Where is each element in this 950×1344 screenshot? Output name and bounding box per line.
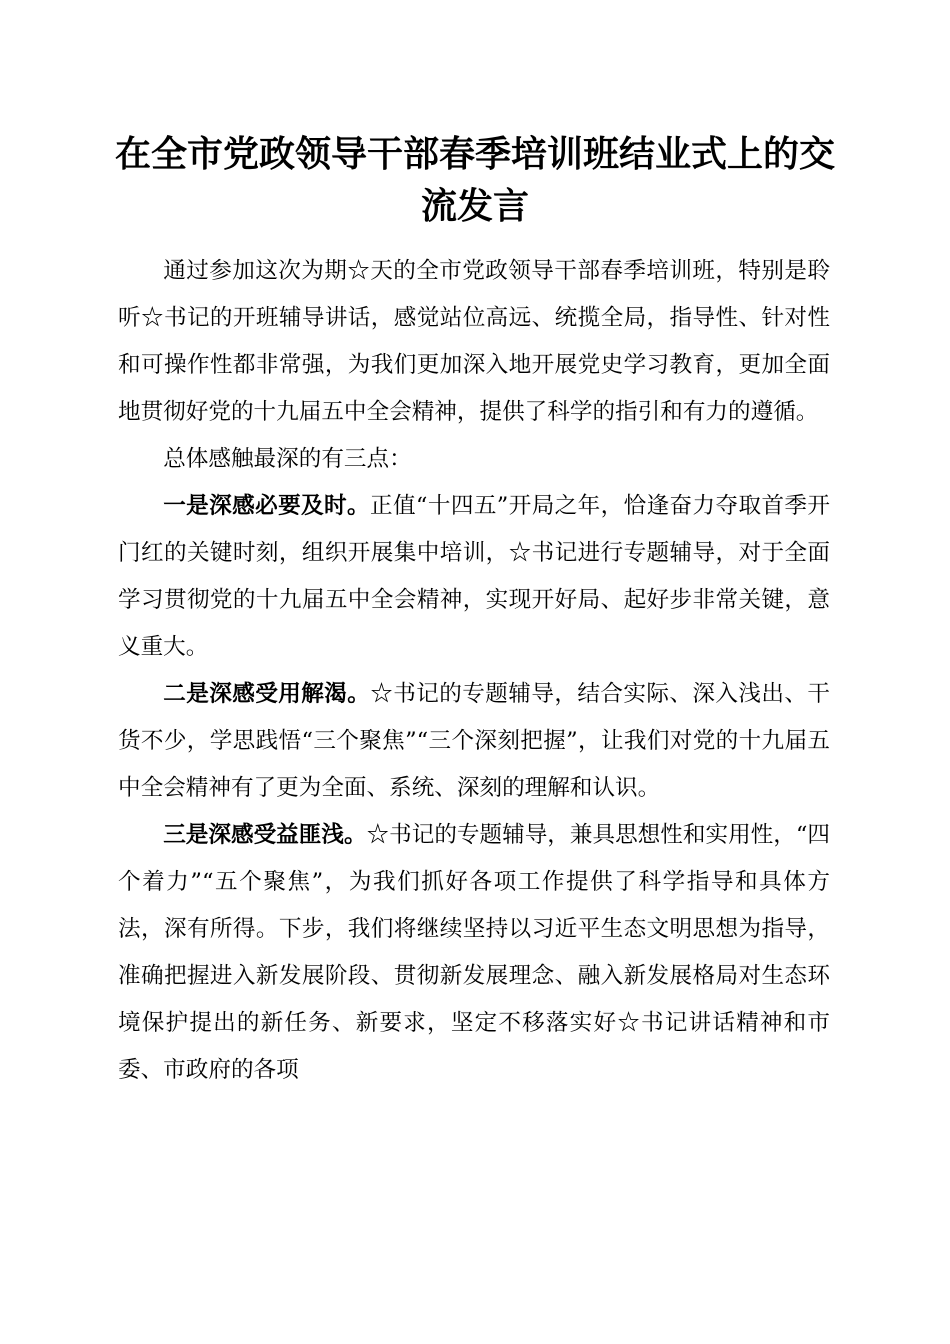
paragraph-summary	[118, 436, 830, 483]
point-three-text: ☆书记的专题辅导，兼具思想性和实用性，“四个着力”“五个聚焦”，为我们抓好各项工作提供了科学指导和具体方法，深有所得。下步，我们将继续坚持以习近平生态文明思想为指导，准确把握进入新发展阶段、贯彻新发展理念、融入新发展格局对生态环境保护提出的新任务、新要求，坚定不移落实好☆书记讲话精神和市委、市政府的各项	[118, 822, 830, 1083]
point-two-heading: 二是深感受用解渴。	[163, 681, 371, 707]
document-body	[118, 248, 830, 1094]
paragraph-summary-text: 总体感触最深的有三点：	[163, 446, 412, 472]
paragraph-point-three	[118, 812, 830, 1094]
paragraph-point-one	[118, 483, 830, 671]
point-one-text: 正值“十四五”开局之年，恰逢奋力夺取首季开门红的关键时刻，组织开展集中培训，☆书记进行专题辅导，对于全面学习贯彻党的十九届五中全会精神，实现开好局、起好步非常关键，意义重大。	[118, 493, 831, 660]
document-title: 在全市党政领导干部春季培训班结业式上的交流发言	[114, 133, 835, 227]
paragraph-intro	[118, 248, 830, 436]
point-three-heading: 三是深感受益匪浅。	[163, 822, 367, 848]
point-one-heading: 一是深感必要及时。	[163, 493, 370, 519]
point-two-text: ☆书记的专题辅导，结合实际、深入浅出、干货不少，学思践悟“三个聚焦”“三个深刻把握”，让我们对党的十九届五中全会精神有了更为全面、系统、深刻的理解和认识。	[118, 681, 831, 801]
paragraph-intro-text: 通过参加这次为期☆天的全市党政领导干部春季培训班，特别是聆听☆书记的开班辅导讲话，感觉站位高远、统揽全局，指导性、针对性和可操作性都非常强，为我们更加深入地开展党史学习教育，更加全面地贯彻好党的十九届五中全会精神，提供了科学的指引和有力的遵循。	[118, 258, 830, 425]
paragraph-point-two	[118, 671, 830, 812]
